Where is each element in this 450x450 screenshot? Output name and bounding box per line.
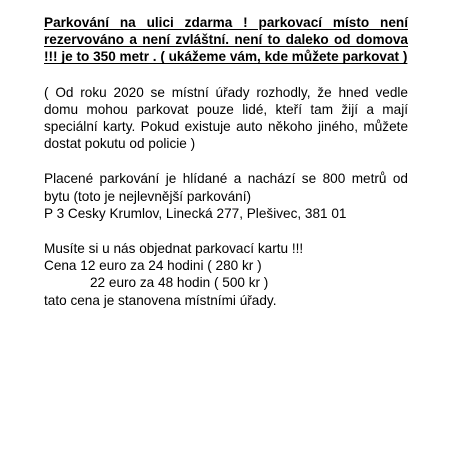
paragraph-free-parking: Parkování na ulici zdarma ! parkovací místo není rezervováno a není zvláštní. není to daleko od domova !!! je to 350 metr . ( ukážeme vám, kde můžete parkovat ) xyxy=(44,15,408,65)
document-page xyxy=(44,14,408,309)
paid-parking-text: Placené parkování je hlídané a nachází se 800 metrů od bytu (toto je nejlevnější parkování) xyxy=(44,171,408,204)
paragraph-parking-card xyxy=(44,240,408,309)
parking-card-title: Musíte si u nás objednat parkovací kartu !!! xyxy=(44,241,304,257)
paragraph-paid-parking xyxy=(44,170,408,222)
parking-card-price-24h: Cena 12 euro za 24 hodini ( 280 kr ) xyxy=(44,258,262,274)
paid-parking-address: P 3 Cesky Krumlov, Linecká 277, Plešivec, 381 01 xyxy=(44,205,347,221)
parking-card-price-48h: 22 euro za 48 hodin ( 500 kr ) xyxy=(90,275,269,291)
paragraph-local-authority-rule: ( Od roku 2020 se místní úřady rozhodly, že hned vedle domu mohou parkovat pouze lidé, kteří tam žijí a mají speciální karty. Pokud existuje auto někoho jiného, můžete dostat pokutu od policie ) xyxy=(44,84,408,152)
parking-card-price-note: tato cena je stanovena místními úřady. xyxy=(44,292,277,308)
